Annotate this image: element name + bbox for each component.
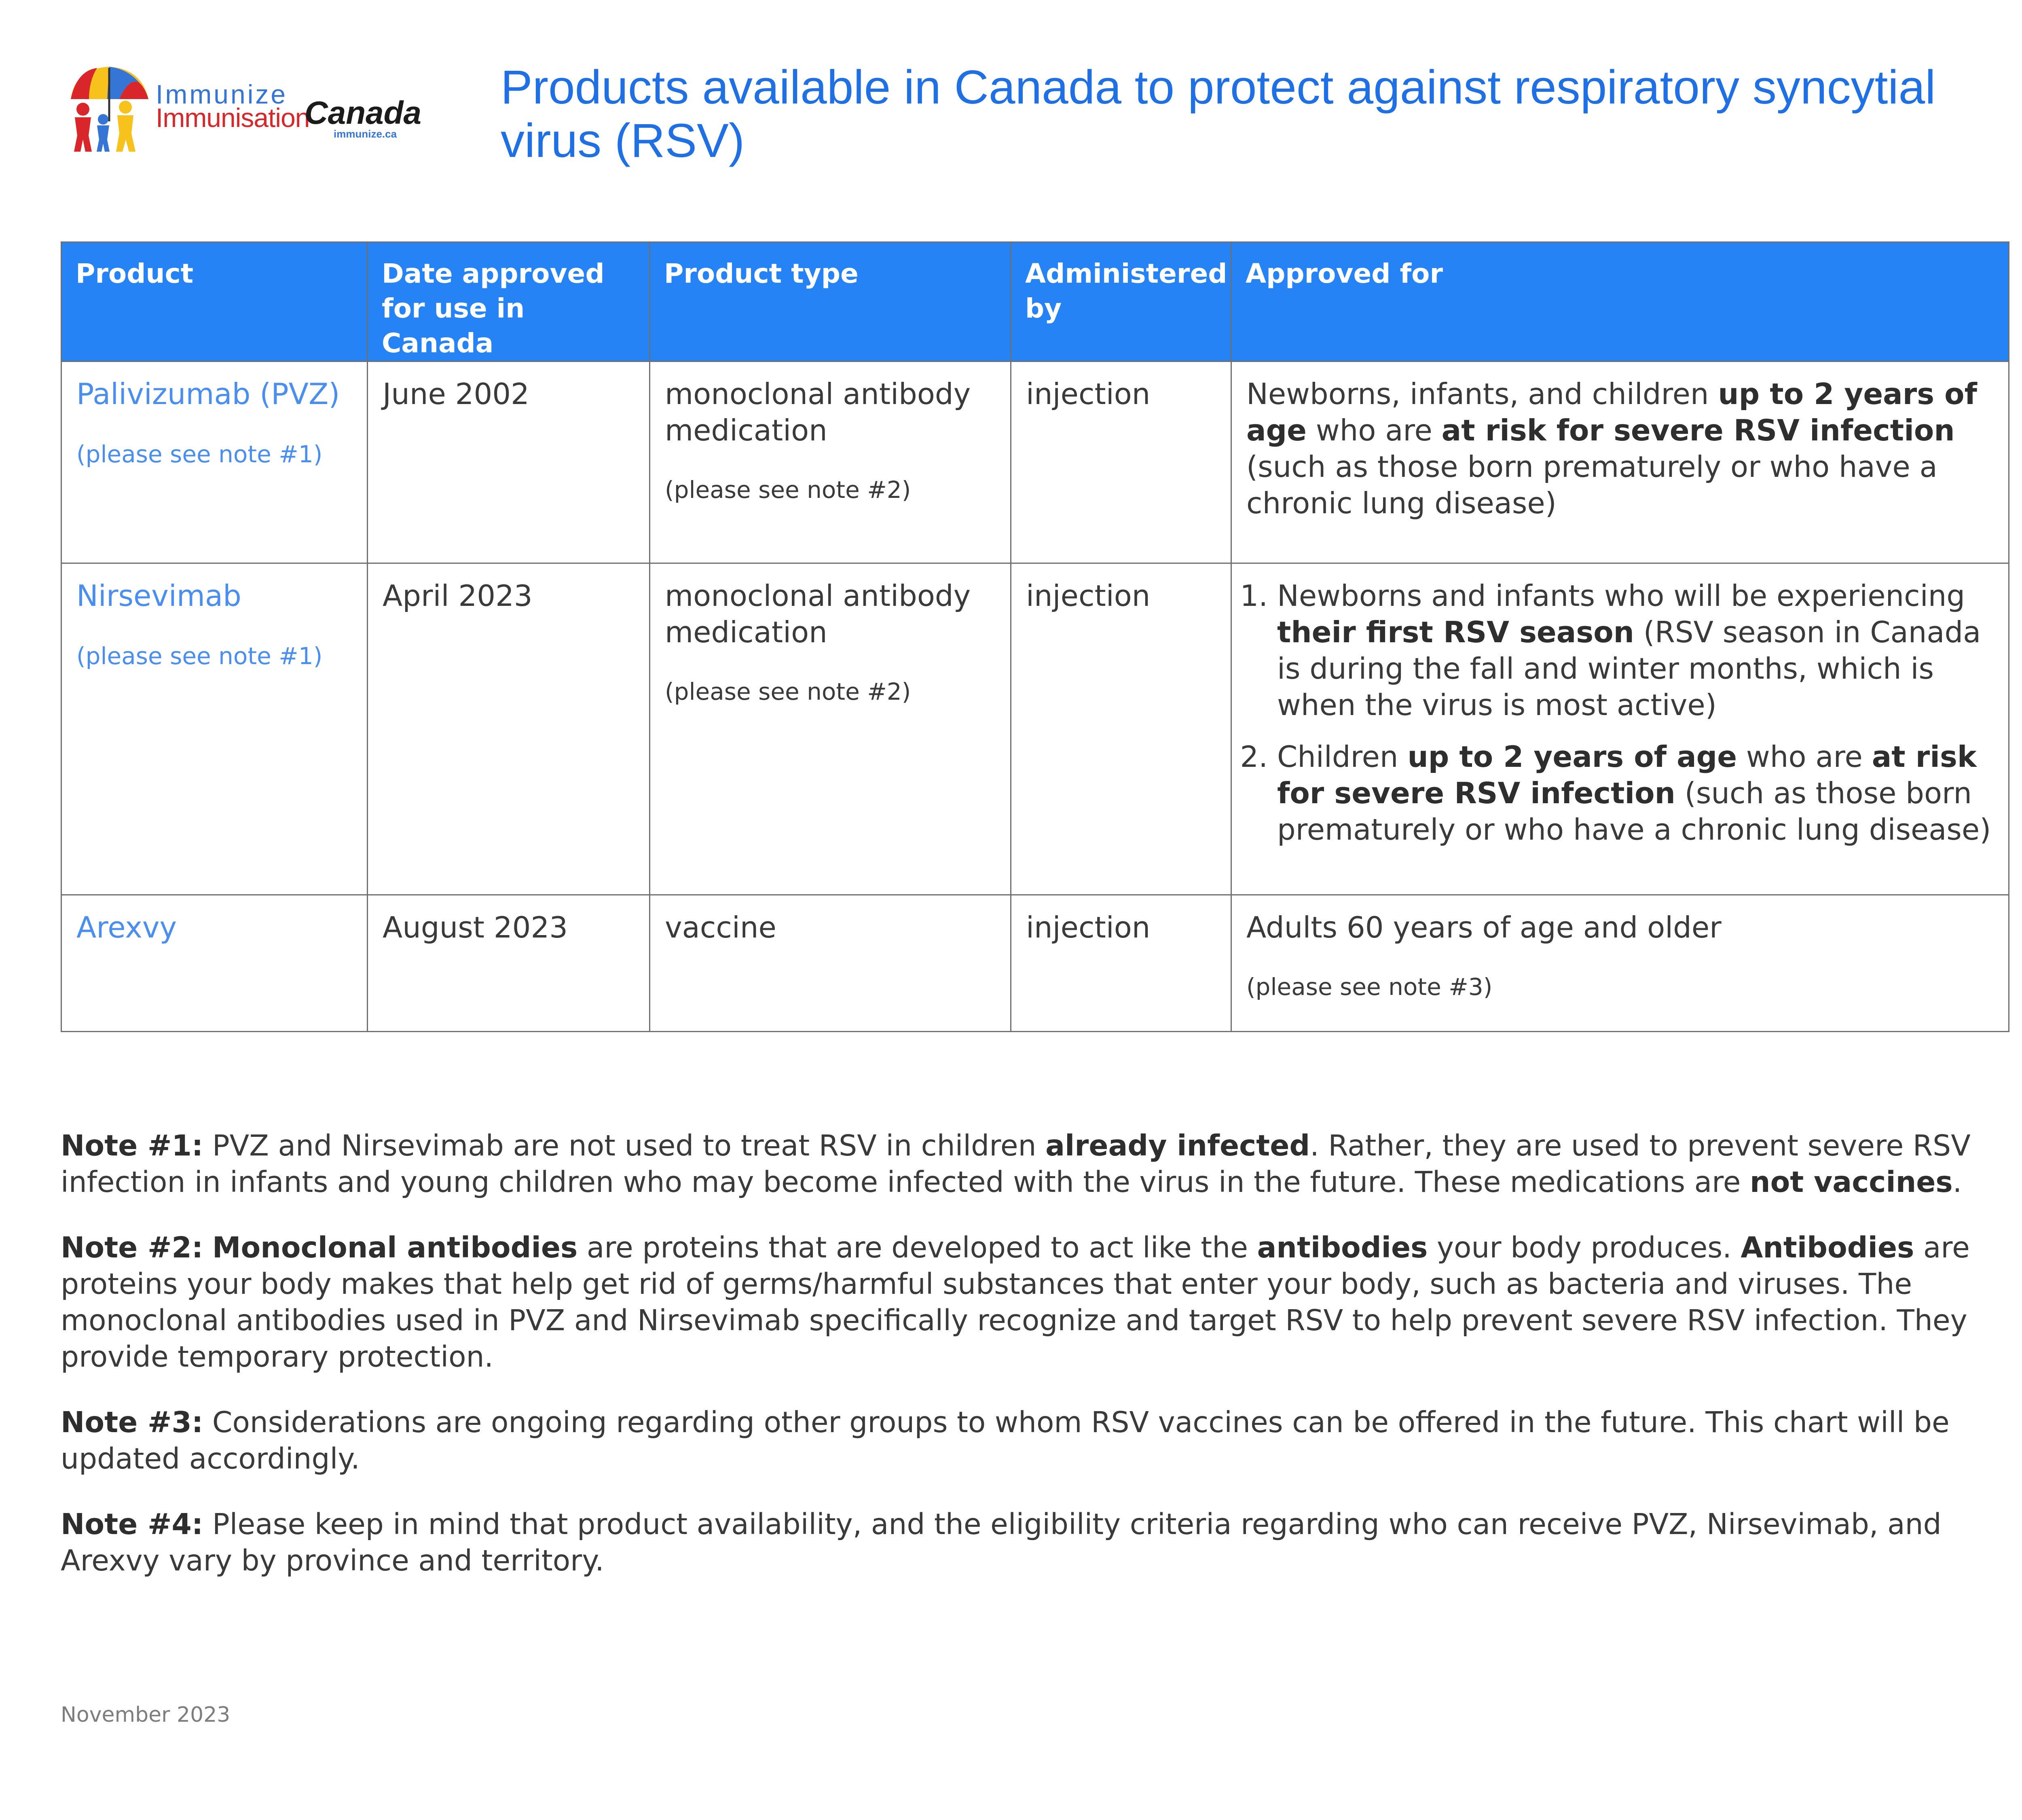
note-text: Please keep in mind that product availability, and the eligibility criteria regarding who can receive PVZ, Nirsevimab, and Arexvy vary by province and territory.	[61, 1507, 1942, 1577]
page-title: Products available in Canada to protect against respiratory syncytial virus (RSV)	[501, 61, 1936, 167]
approved-bold: up to 2 years of age	[1407, 740, 1737, 774]
umbrella-family-logo-icon	[59, 61, 156, 154]
note-label: Note #4:	[61, 1507, 203, 1541]
cell-administered: injection	[1011, 563, 1231, 895]
header-date-approved: Date approved for use in Canada	[368, 242, 650, 362]
product-note: (please see note #1)	[76, 440, 323, 468]
logo-url: immunize.ca	[334, 128, 397, 140]
header-product: Product	[61, 242, 368, 362]
cell-date: June 2002	[368, 362, 650, 563]
note-bold: Monoclonal antibodies	[212, 1231, 578, 1264]
cell-administered: injection	[1011, 362, 1231, 563]
approved-text: (RSV season in Canada is during the fall and winter months, which is when the virus is most active)	[1277, 615, 1981, 722]
approved-text: who are	[1737, 740, 1872, 774]
logo-text-canada: Canada	[305, 95, 421, 131]
approved-note: (please see note #3)	[1246, 973, 1493, 1001]
table-row	[61, 895, 2009, 1032]
note-4	[61, 1506, 2010, 1579]
cell-approved-for	[1231, 895, 2009, 1032]
cell-approved-for	[1231, 362, 2009, 563]
cell-product	[61, 362, 368, 563]
note-bold: already infected	[1045, 1129, 1310, 1162]
note-text: your body produces.	[1428, 1231, 1741, 1264]
note-text: . Rather, they are used to prevent severe RSV infection in infants and young children who may become infected with the virus in the future. These medications are	[61, 1129, 1971, 1199]
cell-approved-for	[1231, 563, 2009, 895]
approved-text: (such as those born prematurely or who have a chronic lung disease)	[1277, 776, 1991, 847]
rsv-products-table	[61, 241, 2009, 1032]
cell-type	[650, 362, 1011, 563]
logo-text-immunisation: Immunisation	[156, 103, 310, 133]
approved-text: (such as those born prematurely or who have a chronic lung disease)	[1246, 450, 1937, 520]
product-note: (please see note #1)	[76, 642, 323, 670]
approved-bold: at risk for severe RSV infection	[1441, 413, 1955, 447]
table-row	[61, 362, 2009, 563]
note-text: are proteins that are developed to act like the	[577, 1231, 1257, 1264]
approved-text: Children	[1277, 740, 1408, 774]
cell-date: August 2023	[368, 895, 650, 1032]
header-approved-for: Approved for	[1231, 242, 2009, 362]
approved-for-list	[1246, 578, 1994, 848]
note-1	[61, 1128, 2010, 1200]
logo-text-immunize: Immunize	[156, 79, 288, 109]
rsv-products-table-container	[61, 241, 2008, 1032]
product-type-note: (please see note #2)	[665, 678, 911, 705]
note-text: are proteins your body makes that help get rid of germs/harmful substances that enter your body, such as bacteria and viruses. The monoclonal antibodies used in PVZ and Nirsevimab specifically recognize and target RSV to help prevent severe RSV infection. They provide temporary protection.	[61, 1231, 1970, 1373]
cell-type: vaccine	[650, 895, 1011, 1032]
product-type-note: (please see note #2)	[665, 476, 911, 504]
note-bold: Antibodies	[1741, 1231, 1914, 1264]
approved-text: who are	[1306, 413, 1442, 447]
approved-text: Newborns, infants, and children	[1246, 377, 1718, 411]
note-2	[61, 1230, 2010, 1375]
note-bold: antibodies	[1257, 1231, 1428, 1264]
product-name: Palivizumab (PVZ)	[76, 377, 340, 411]
product-type-text: monoclonal antibody medication	[665, 579, 971, 649]
note-text: .	[1952, 1165, 1962, 1199]
note-label: Note #1:	[61, 1129, 203, 1162]
note-text: Considerations are ongoing regarding other groups to whom RSV vaccines can be offered in the future. This chart will be updated accordingly.	[61, 1405, 1950, 1475]
product-name: Arexvy	[76, 910, 177, 944]
header-administered-by: Administered by	[1011, 242, 1231, 362]
note-3	[61, 1404, 2010, 1477]
header-product-type: Product type	[650, 242, 1011, 362]
list-item	[1277, 739, 1994, 848]
cell-type	[650, 563, 1011, 895]
product-name: Nirsevimab	[76, 579, 241, 613]
publication-date: November 2023	[61, 1703, 231, 1727]
organization-logo	[59, 61, 421, 154]
note-label: Note #3:	[61, 1405, 203, 1439]
product-type-text: monoclonal antibody medication	[665, 377, 971, 447]
list-item	[1277, 578, 1994, 723]
note-label: Note #2:	[61, 1231, 203, 1264]
cell-administered: injection	[1011, 895, 1231, 1032]
approved-bold: up to 2 years of age	[1246, 377, 1977, 447]
approved-bold: at risk for severe RSV infection	[1277, 740, 1977, 810]
notes-section	[61, 1128, 2010, 1608]
table-header-row	[61, 242, 2009, 362]
note-text: PVZ and Nirsevimab are not used to treat RSV in children	[203, 1129, 1046, 1162]
approved-bold: their first RSV season	[1277, 615, 1634, 649]
approved-text: Adults 60 years of age and older	[1246, 910, 1722, 944]
cell-date: April 2023	[368, 563, 650, 895]
note-bold: not vaccines	[1750, 1165, 1953, 1199]
table-row	[61, 563, 2009, 895]
approved-text: Newborns and infants who will be experiencing	[1277, 579, 1965, 613]
cell-product	[61, 563, 368, 895]
cell-product	[61, 895, 368, 1032]
